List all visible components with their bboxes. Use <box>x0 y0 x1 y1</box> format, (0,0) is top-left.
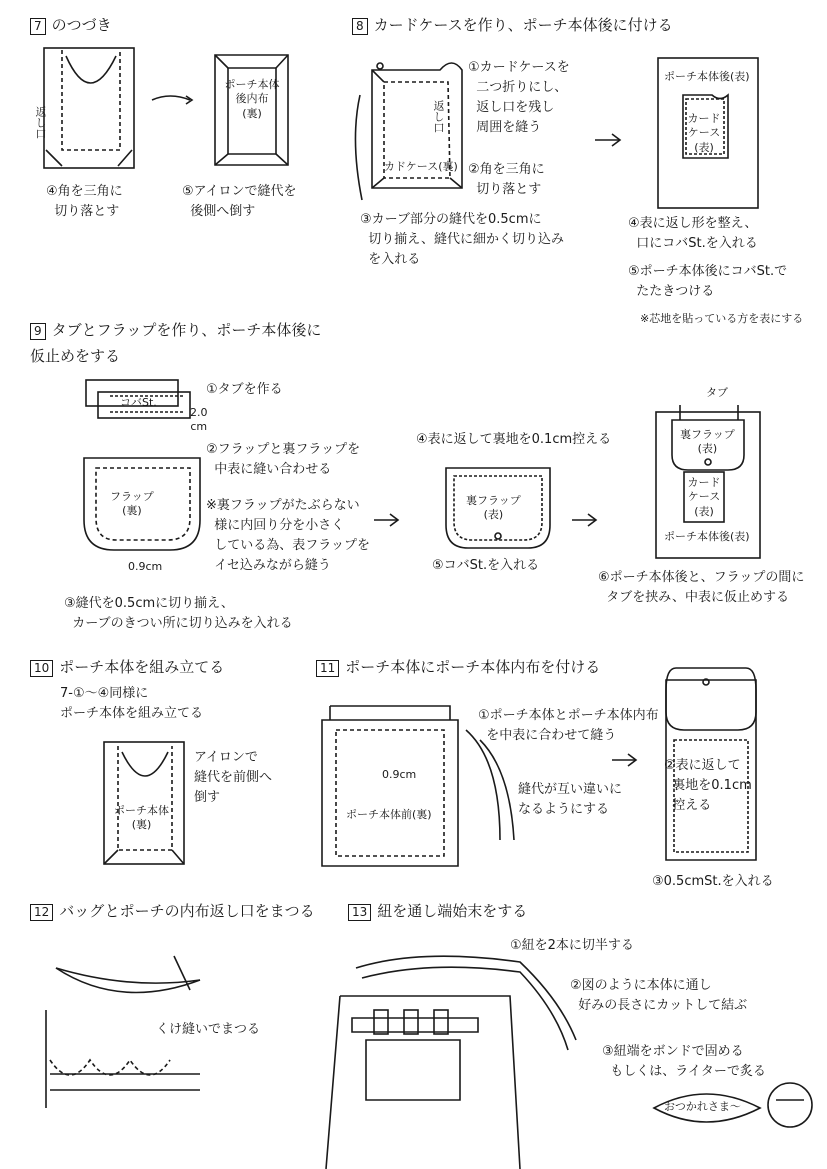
step7-label-opening: 返し口 <box>34 106 47 139</box>
step8-note-4: ④表に返し形を整え、 口にコバSt.を入れる <box>628 216 758 252</box>
step11-heading <box>316 656 600 677</box>
step10-lining-illustration <box>104 742 184 864</box>
step9-note-5: ⑤コバSt.を入れる <box>432 558 540 573</box>
step8-note-2: ②角を三角に 切り落とす <box>468 162 545 198</box>
step8-note-1: ①カードケースを 二つ折りにし、 返し口を残し 周囲を縫う <box>468 60 570 136</box>
step12-title: バッグとポーチの内布返し口をまつる <box>59 902 315 920</box>
step8-label-card-front: カード ケース (表) <box>687 112 721 154</box>
step11-label-front: ポーチ本体前(裏) <box>346 808 432 821</box>
step9-label-body-back: ポーチ本体後(表) <box>664 530 750 543</box>
step11-note-2: ②表に返して 裏地を0.1cm 控える <box>664 758 752 814</box>
step7-note-5: ⑤アイロンで縫代を 後側へ倒す <box>182 184 297 220</box>
step9-flap-illustration <box>84 405 760 558</box>
step11-note-3: ③0.5cmSt.を入れる <box>652 874 774 889</box>
step7-title: のつづき <box>51 16 112 34</box>
step7-heading <box>30 14 112 35</box>
step8-title: カードケースを作り、ポーチ本体後に付ける <box>373 16 673 34</box>
step7-label-lining-back: ポーチ本体 後内布 (裏) <box>224 78 280 120</box>
step10-title: ポーチ本体を組み立てる <box>59 658 225 676</box>
step12-heading <box>30 900 315 921</box>
step9-label-card: カード ケース (表) <box>687 476 721 518</box>
step13-title: 紐を通し端始末をする <box>377 902 528 920</box>
step8-label-opening: 返し口 <box>432 100 445 133</box>
step9-heading <box>30 318 321 369</box>
step9-label-flap: フラップ (裏) <box>110 490 154 518</box>
step9-note-6: ⑥ポーチ本体後と、フラップの間に タブを挟み、中表に仮止めする <box>598 570 805 606</box>
step9-note-1: ①タブを作る <box>206 382 283 397</box>
step11-note-offset: 縫代が互い違いに なるようにする <box>518 782 623 818</box>
step13-number: 13 <box>348 904 371 921</box>
step8-label-back: ポーチ本体後(表) <box>664 70 750 83</box>
step9-label-tab-top: タブ <box>706 386 728 399</box>
step7-number: 7 <box>30 18 46 35</box>
step9-label-inner-flap: 裏フラップ (表) <box>466 494 521 522</box>
step11-number: 11 <box>316 660 339 677</box>
step8-number: 8 <box>352 18 368 35</box>
step13-heading <box>348 900 527 921</box>
step9-label-09cm: 0.9cm <box>128 560 163 573</box>
step12-label-stitch: くけ縫いでまつる <box>156 1022 261 1037</box>
step7-note-4: ④角を三角に 切り落とす <box>46 184 123 220</box>
step13-note-1: ①紐を2本に切半する <box>510 938 634 953</box>
step10-sub: 7-①〜④同様に ポーチ本体を組み立てる <box>60 686 204 722</box>
step9-note-3: ③縫代を0.5cmに切り揃え、 カーブのきつい所に切り込みを入れる <box>64 596 293 632</box>
step10-label-lining: ポーチ本体 (裏) <box>114 804 169 832</box>
step13-bubble: おつかれさま〜 <box>664 1100 741 1113</box>
step8-heading <box>352 14 673 35</box>
step11-title: ポーチ本体にポーチ本体内布を付ける <box>345 658 601 676</box>
step9-label-tab-width: 2.0 cm <box>190 406 208 434</box>
step10-heading <box>30 656 224 677</box>
step9-title: タブとフラップを作り、ポーチ本体後に 仮止めをする <box>30 321 322 365</box>
step13-note-2: ②図のように本体に通し 好みの長さにカットして結ぶ <box>570 978 748 1014</box>
step8-label-card: カドケース(裏) <box>384 160 458 173</box>
step9-note-4: ④表に返して裏地を0.1cm控える <box>416 432 612 447</box>
step8-remark: ※芯地を貼っている方を表にする <box>640 312 804 325</box>
step9-number: 9 <box>30 323 46 340</box>
step9-label-tab: コバSt. <box>120 396 157 409</box>
step10-number: 10 <box>30 660 53 677</box>
step9-remark: ※裏フラップがたぶらない 様に内回り分を小さく している為、表フラップを イセ込みながら縫う <box>206 498 371 574</box>
step13-note-3: ③紐端をボンドで固める もしくは、ライターで炙る <box>602 1044 766 1080</box>
step8-note-5: ⑤ポーチ本体後にコバSt.で たたきつける <box>628 264 788 300</box>
step11-label-09cm: 0.9cm <box>382 768 417 781</box>
step10-note-iron: アイロンで 縫代を前側へ 倒す <box>194 750 273 806</box>
step9-note-2: ②フラップと裏フラップを 中表に縫い合わせる <box>206 442 361 478</box>
step12-number: 12 <box>30 904 53 921</box>
step11-note-1: ①ポーチ本体とポーチ本体内布 を中表に合わせて縫う <box>478 708 659 744</box>
step9-label-flap-back: 裏フラップ (表) <box>680 428 735 456</box>
step8-note-3: ③カーブ部分の縫代を0.5cmに 切り揃え、縫代に細かく切り込み を入れる <box>360 212 565 268</box>
